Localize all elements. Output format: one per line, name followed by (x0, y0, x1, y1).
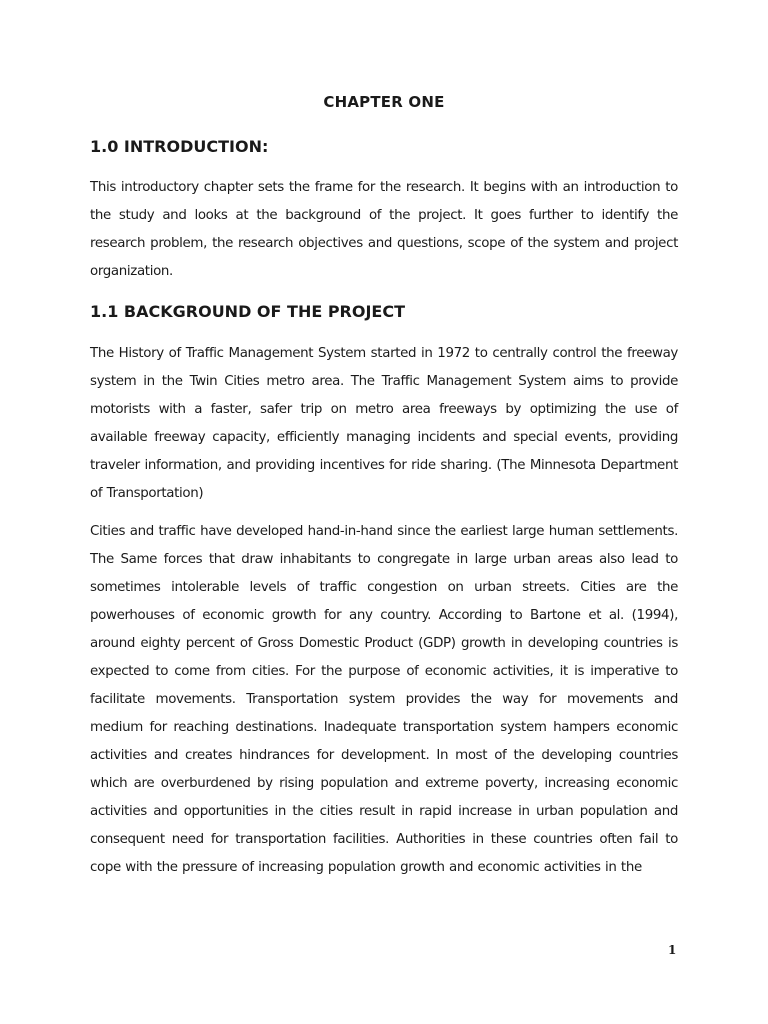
page-number: 1 (668, 943, 677, 957)
chapter-title: CHAPTER ONE (323, 93, 445, 111)
background-paragraph-1: The History of Traffic Management System started in 1972 to centrally control the freeway system in the Twin Cities metro area. The Traffic Management System aims to provide motorists with a faster, safer trip on metro area freeways by optimizing the use of available freeway capacity, efficiently managing incidents and special events, providing traveler information, and providing incentives for ride sharing. (The Minnesota Department of Transportation) (90, 346, 678, 501)
background-paragraph-2: Cities and traffic have developed hand-in-hand since the earliest large human settlements. The Same forces that draw inhabitants to congregate in large urban areas also lead to sometimes intolerable levels of traffic congestion on urban streets. Cities are the powerhouses of economic growth for any country. According to Bartone et al. (1994), around eighty percent of Gross Domestic Product (GDP) growth in developing countries is expected to come from cities. For the purpose of economic activities, it is imperative to facilitate movements. Transportation system provides the way for movements and medium for reaching destinations. Inadequate transportation system hampers economic activities and creates hindrances for development. In most of the developing countries which are overburdened by rising population and extreme poverty, increasing economic activities and opportunities in the cities result in rapid increase in urban population and consequent need for transportation facilities. Authorities in these countries often fail to cope with the pressure of increasing population growth and economic activities in the (90, 524, 678, 875)
introduction-paragraph: This introductory chapter sets the frame for the research. It begins with an introduction to the study and looks at the background of the project. It goes further to identify the research problem, the research objectives and questions, scope of the system and project organization. (90, 180, 678, 279)
section-heading-introduction: 1.0 INTRODUCTION: (90, 137, 269, 156)
section-heading-background: 1.1 BACKGROUND OF THE PROJECT (90, 302, 406, 321)
